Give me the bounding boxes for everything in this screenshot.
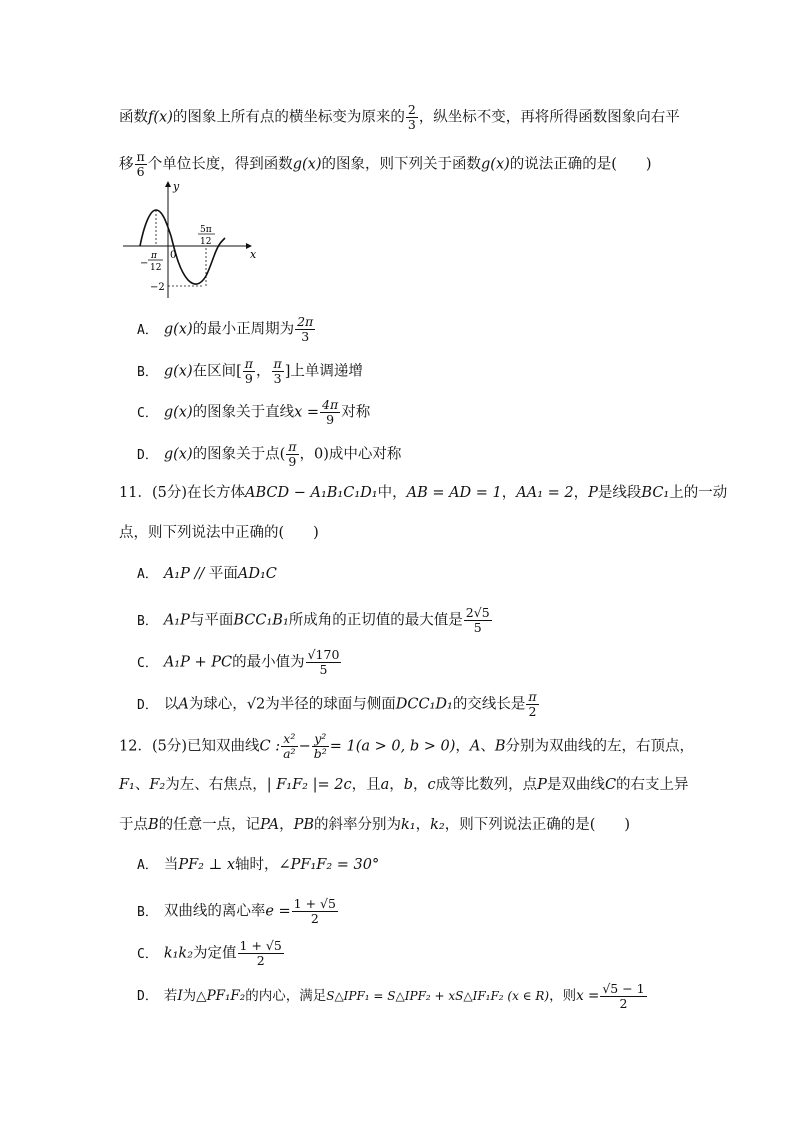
y-label: y (173, 180, 180, 193)
option-label: D． (137, 447, 158, 463)
math: P (537, 777, 547, 793)
option-label: B． (137, 904, 158, 920)
option-label: A． (137, 858, 158, 873)
q11-option-a[interactable] (137, 564, 277, 585)
math: g(x) (163, 404, 193, 421)
text: ，则 (549, 988, 577, 1004)
text: 分别为双曲线的左，右顶点， (505, 738, 695, 755)
math: F₂ (149, 777, 166, 793)
math: e = (265, 903, 291, 920)
fraction: $\frac{\pi}{9}$ (288, 439, 297, 469)
left-den: 12 (150, 263, 162, 273)
text: 是线段 (597, 485, 642, 501)
text: ， (256, 363, 271, 380)
fraction: $\frac{\pi}{6}$ (136, 149, 145, 179)
math: ∠PF₁F₂ = 30° (278, 857, 380, 873)
q12-stem-3 (119, 815, 630, 835)
text: 的最小值为 (232, 654, 305, 671)
text: 平面 (208, 566, 238, 582)
math: A (469, 738, 481, 755)
math: B (148, 817, 159, 833)
q11-option-b[interactable] (137, 606, 493, 635)
text: 上的一动 (669, 485, 728, 501)
fraction: $\frac{2√5}{5}$ (465, 605, 490, 635)
q10-option-b[interactable] (137, 357, 363, 386)
text: 的最小正周期为 (192, 321, 295, 338)
fraction: $\frac{\text{x²}}{\text{a²}}$ (283, 731, 296, 761)
q11-option-d[interactable] (137, 690, 540, 719)
fraction: $\frac{√170}{5}$ (307, 647, 340, 677)
math: x = (576, 988, 600, 1004)
math: A₁P // (163, 566, 209, 582)
text: 、 (134, 777, 150, 793)
min-label: −2 (150, 282, 165, 293)
math: S△IPF₁ = S△IPF₂ + xS△IF₁F₂ (x ∈ R) (326, 989, 550, 1003)
text: 双曲线的离心率 (163, 903, 266, 920)
text: ， (501, 485, 517, 501)
math: − (298, 738, 311, 755)
math: AD₁C (237, 566, 277, 582)
text: 成等比数列，点 (435, 777, 538, 793)
text: 的斜率分别为 (313, 817, 401, 833)
text: 若 (163, 988, 178, 1004)
math: g(x) (163, 446, 193, 463)
fraction: $\frac{2}{3}$ (407, 102, 416, 132)
q11-stem-1 (119, 483, 727, 503)
fraction: $\frac{\pi}{3}$ (273, 356, 282, 386)
text: ，且 (351, 777, 381, 793)
math: C (604, 777, 617, 793)
text: 与平面 (189, 612, 234, 629)
q10-option-d[interactable] (137, 440, 401, 469)
text: 在区间[ (192, 363, 242, 380)
text: 的交线长是 (452, 696, 526, 713)
q12-option-b[interactable] (137, 897, 339, 926)
text: 于点 (119, 817, 148, 833)
intro-line-2 (119, 150, 652, 179)
text: ，则下列说法正确的是( ) (444, 817, 631, 833)
math: A₁P + PC (163, 654, 233, 671)
text: 的图象关于点( (192, 446, 286, 463)
math: B (494, 738, 506, 755)
math: a (380, 777, 390, 793)
math: g(x) (163, 363, 193, 380)
text: ，0)成中心对称 (299, 446, 402, 463)
text: 为半径的球面与侧面 (265, 696, 396, 713)
math: ABCD − A₁B₁C₁D₁ (245, 485, 378, 501)
text: ]上单调递增 (284, 363, 363, 380)
q12-stem-2 (119, 775, 689, 795)
fraction: $\frac{\pi}{2}$ (528, 689, 537, 719)
x-label: x (250, 248, 257, 261)
origin-label: 0 (170, 250, 177, 261)
text: 对称 (341, 404, 371, 421)
fraction: $\frac{4\pi}{9}$ (322, 397, 339, 427)
option-label: B． (137, 613, 158, 629)
text: ， (279, 817, 294, 833)
text: 轴时， (235, 857, 279, 873)
text: ， (573, 485, 589, 501)
text: 为△ (182, 988, 207, 1004)
text: 为左、右焦点， (165, 777, 267, 793)
text: 函数 (119, 109, 148, 126)
math: | F₁F₂ |= 2c (266, 777, 352, 793)
q12-option-d[interactable] (137, 982, 648, 1011)
math: PA (260, 817, 280, 833)
q11-option-c[interactable] (137, 648, 342, 677)
math: A₁P (163, 612, 190, 629)
fraction: $\frac{1 + √5}{2}$ (239, 938, 282, 968)
math: k₁k₂ (163, 945, 194, 962)
math: A (178, 696, 189, 713)
math: PB (293, 817, 314, 833)
text: ，纵坐标不变，再将所得函数图象向右平 (418, 109, 680, 126)
option-label: C． (137, 946, 158, 962)
q12-option-a[interactable] (137, 855, 379, 876)
option-label: B． (137, 364, 158, 380)
math: f(x) (148, 109, 173, 126)
option-label: C． (137, 655, 158, 671)
math: BCC₁B₁ (233, 612, 289, 629)
math: PF₁F₂ (206, 988, 246, 1004)
text: 点，则下列说法中正确的( ) (119, 525, 319, 541)
math: g(x) (481, 156, 510, 173)
text: ， (389, 777, 404, 793)
math: x = (294, 404, 320, 421)
text: 中， (377, 485, 407, 501)
text: 的说法正确的是( ) (509, 156, 652, 173)
math: PF₂ ⊥ x (178, 857, 235, 873)
text: 个单位长度，得到函数 (147, 156, 293, 173)
right-num: 5π (200, 225, 212, 235)
text: ， (413, 777, 428, 793)
fraction: $\frac{\text{y²}}{\text{b²}}$ (313, 731, 327, 761)
text: 是双曲线 (546, 777, 605, 793)
sine-graph (118, 176, 268, 301)
math: DCC₁D₁ (395, 696, 453, 713)
math: I (177, 988, 183, 1004)
text: 的图象，则下列关于函数 (321, 156, 481, 173)
right-den: 12 (200, 237, 212, 247)
text: 12．(5分)已知双曲线 (119, 738, 260, 755)
math: b (403, 777, 414, 793)
math: AA₁ = 2 (516, 485, 574, 501)
option-label: D． (137, 989, 158, 1004)
option-label: C． (137, 405, 158, 421)
fraction: $\frac{\pi}{9}$ (244, 356, 253, 386)
q10-option-a[interactable] (137, 315, 316, 344)
math: AB = AD = 1 (406, 485, 502, 501)
text: 所成角的正切值的最大值是 (288, 612, 463, 629)
text: 的图象关于直线 (192, 404, 295, 421)
option-label: A． (137, 567, 158, 582)
q10-option-c[interactable] (137, 398, 370, 427)
text: 、 (480, 738, 495, 755)
text: ， (415, 817, 431, 833)
math: √2 (246, 696, 266, 713)
q12-stem-1 (119, 732, 694, 761)
math: P (588, 485, 598, 501)
fraction: $\frac{1 + √5}{2}$ (293, 896, 336, 926)
text: ， (455, 738, 470, 755)
left-num: π (151, 251, 157, 261)
q11-stem-2 (119, 523, 319, 543)
text: 的右支上异 (616, 777, 689, 793)
text: 为定值 (193, 945, 237, 962)
option-label: A． (137, 322, 158, 338)
left-sign: − (140, 258, 149, 269)
text: 以 (163, 696, 179, 713)
math: c (427, 777, 436, 793)
intro-line-1 (119, 103, 680, 132)
math: = 1(a > 0, b > 0) (329, 738, 456, 755)
math: k₁ (400, 817, 416, 833)
text: 当 (163, 857, 179, 873)
option-label: D． (137, 697, 158, 713)
text: 的任意一点，记 (158, 817, 261, 833)
math: F₁ (119, 777, 135, 793)
text: 11．(5分)在长方体 (119, 485, 245, 501)
math: BC₁ (641, 485, 670, 501)
text: 为球心， (188, 696, 247, 713)
text: 的内心，满足 (245, 988, 327, 1004)
math: g(x) (163, 321, 193, 338)
math: g(x) (292, 156, 322, 173)
text: 的图象上所有点的横坐标变为原来的 (172, 109, 405, 126)
math: C : (259, 738, 281, 755)
q12-option-c[interactable] (137, 939, 285, 968)
text: 移 (119, 156, 134, 173)
math: k₂ (430, 817, 445, 833)
fraction: $\frac{2\pi}{3}$ (297, 314, 314, 344)
fraction: $\frac{√5 - 1}{2}$ (602, 981, 645, 1011)
